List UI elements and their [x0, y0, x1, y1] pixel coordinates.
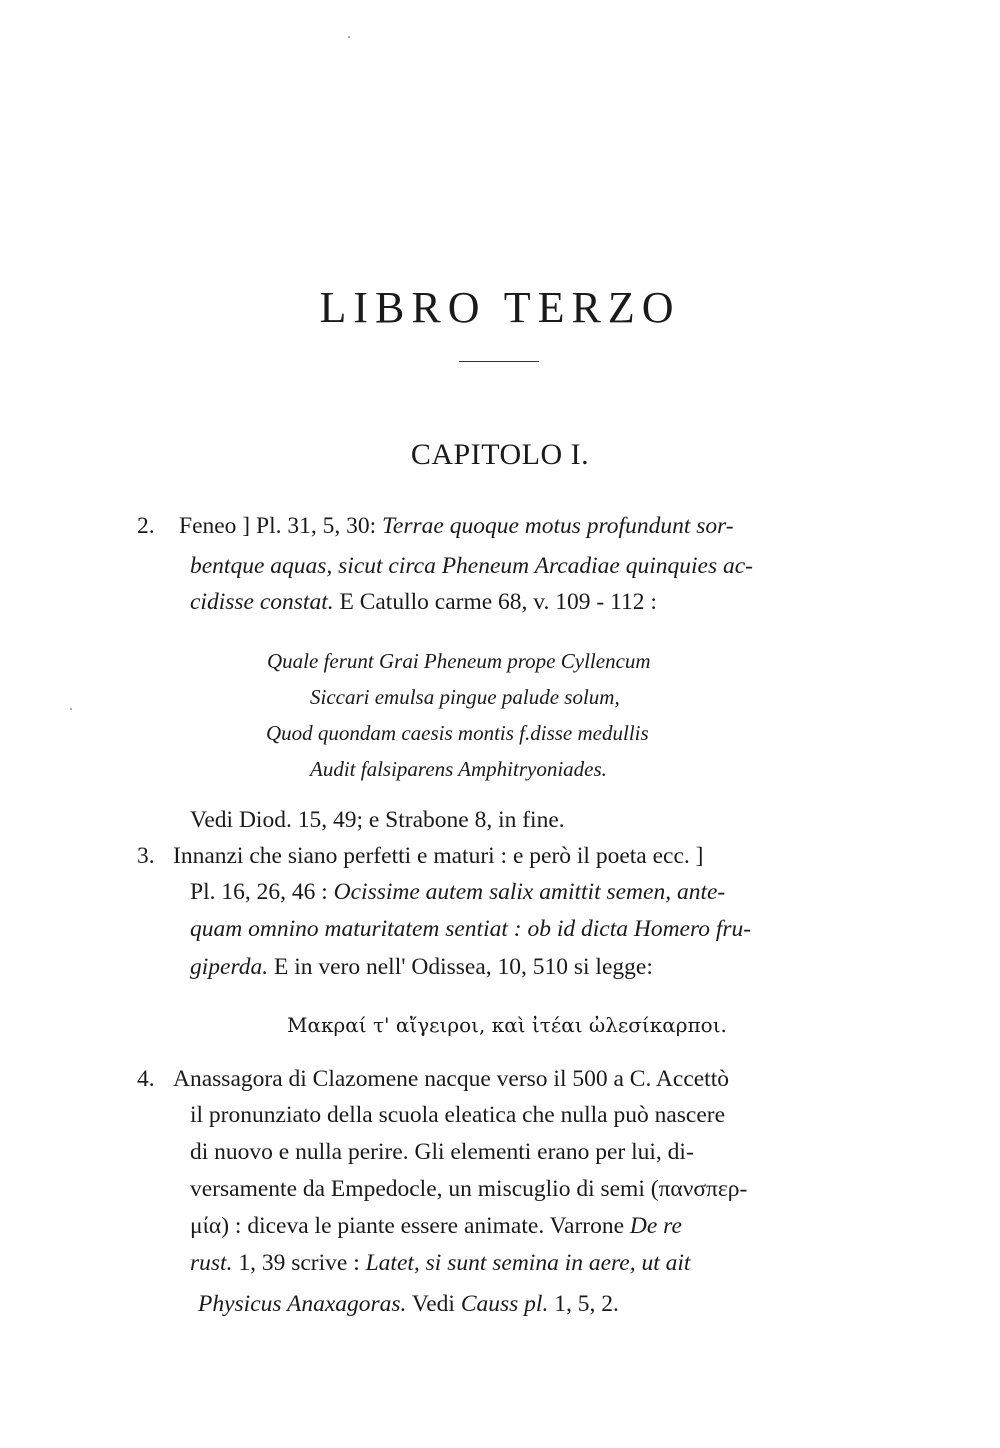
- title-divider: [459, 361, 539, 362]
- roman-text: il pronunziato della scuola eleatica che nulla può nascere: [190, 1102, 726, 1128]
- note-number: 3.: [137, 843, 155, 869]
- italic-text: quam omnino maturitatem sentiat : ob id dicta Homero fru-: [190, 916, 752, 942]
- scan-speck: [70, 708, 72, 710]
- note-line: [190, 551, 753, 581]
- roman-text: Feneo ] Pl. 31, 5, 30:: [179, 513, 383, 539]
- note-line: [198, 1289, 619, 1319]
- note-line: [190, 877, 725, 907]
- verse-line: Siccari emulsa pingue palude solum,: [310, 685, 620, 709]
- note-line: [190, 914, 751, 944]
- roman-text: μία) : diceva le piante essere animate. Varrone: [190, 1213, 630, 1239]
- italic-text: cidisse constat.: [190, 589, 334, 615]
- note-line: [190, 952, 653, 982]
- note-line: [190, 587, 657, 617]
- italic-text: Causs pl.: [460, 1291, 549, 1317]
- roman-text: versamente da Empedocle, un miscuglio di semi (πανσπερ-: [190, 1176, 748, 1202]
- note-line: [190, 1248, 690, 1278]
- note-line: [173, 1064, 729, 1094]
- note-line: [190, 1137, 694, 1167]
- note-line: Vedi Diod. 15, 49; e Strabone 8, in fine.: [190, 807, 565, 833]
- note-line: [190, 1211, 682, 1241]
- roman-text: Anassagora di Clazomene nacque verso il 500 a C. Accettò: [173, 1066, 729, 1092]
- roman-text: 1, 39 scrive :: [232, 1250, 366, 1276]
- note-line: [190, 1174, 747, 1204]
- roman-text: di nuovo e nulla perire. Gli elementi erano per lui, di-: [190, 1139, 694, 1165]
- note-line: [190, 1100, 725, 1130]
- italic-text: giperda.: [190, 954, 269, 980]
- verse-line: Quod quondam caesis montis f.disse medullis: [266, 721, 649, 745]
- italic-text: bentque aquas, sicut circa Pheneum Arcadiae quinquies ac-: [190, 553, 754, 579]
- note-line: [179, 511, 734, 541]
- italic-text: Terrae quoque motus profundunt sor-: [382, 513, 734, 539]
- roman-text: E Catullo carme 68, v. 109 - 112 :: [333, 589, 657, 615]
- note-number: 2.: [137, 513, 155, 539]
- chapter-title: CAPITOLO I.: [410, 438, 590, 471]
- italic-text: Physicus Anaxagoras.: [198, 1291, 407, 1317]
- note-line: [173, 841, 703, 871]
- italic-text: Latet, si sunt semina in aere, ut ait: [365, 1250, 691, 1276]
- roman-text: 1, 5, 2.: [548, 1291, 619, 1317]
- italic-text: rust.: [190, 1250, 233, 1276]
- italic-text: Ocissime autem salix amittit semen, ante-: [333, 879, 726, 905]
- verse-line: Audit falsiparens Amphitryoniades.: [310, 757, 607, 781]
- verse-line: Quale ferunt Grai Pheneum prope Cyllencum: [267, 649, 651, 673]
- roman-text: Pl. 16, 26, 46 :: [190, 879, 334, 905]
- roman-text: Innanzi che siano perfetti e maturi : e però il poeta ecc. ]: [173, 843, 704, 869]
- roman-text: E in vero nell' Odissea, 10, 510 si legge:: [268, 954, 653, 980]
- italic-text: De re: [629, 1213, 682, 1239]
- book-title: LIBRO TERZO: [319, 283, 681, 332]
- roman-text: Vedi: [406, 1291, 461, 1317]
- greek-verse: Μακραί τ' αἴγειροι, καὶ ἰτέαι ὠλεσίκαρποι.: [287, 1013, 727, 1037]
- scan-speck: [348, 36, 350, 38]
- note-number: 4.: [137, 1066, 155, 1092]
